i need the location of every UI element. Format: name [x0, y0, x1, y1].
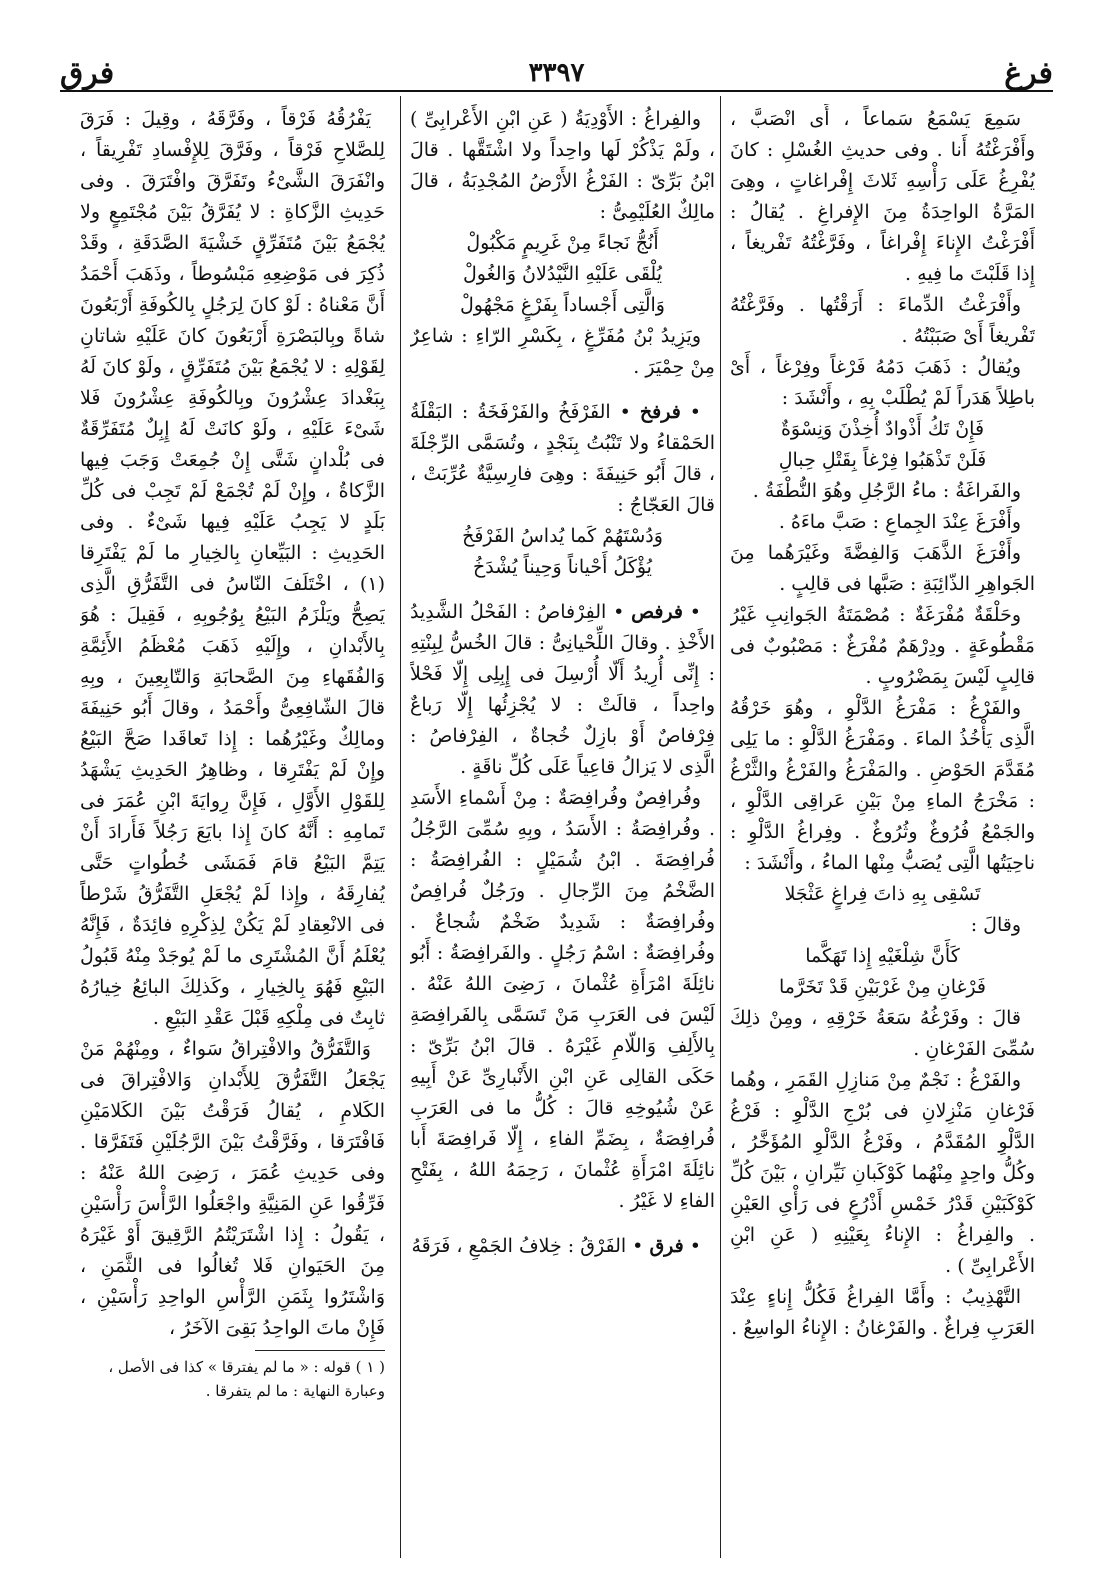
- entry-paragraph: • فرق • الفَرْقُ : خِلافُ الجَمْعِ ، فَرَقَهُ: [411, 1235, 701, 1257]
- entry-text: الفَرْفَخُ والفَرْفَخَةُ : البَقْلَةُ الحَمْقاءُ ولا تَنْبُتُ بِنَجْدٍ ، وتُسَمَّى الرِّجْلَةَ ، قالَ أَبُو حَنِيفَةَ : وهِىَ فارِسِيَّةٌ عُرِّبَتْ ، قالَ العَجّاجُ :: [410, 401, 715, 516]
- entry-text: الفَرْقُ : خِلافُ الجَمْعِ ، فَرَقَهُ: [411, 1235, 627, 1257]
- paragraph: والفَرْغُ : نَجْمٌ مِنْ مَنازِلِ القَمَرِ ، وهُما فَرْغانِ مَنْزِلانِ فى بُرْجِ الدَّلْوِ : فَرْغُ الدَّلْوِ المُقَدَّمُ ، وفَرْغُ الدَّلْوِ المُؤَخَّرُ ، وكُلُّ واحِدٍ مِنْهُما كَوْكَبانِ نَيِّرانِ ، بَيْنَ كُلِّ كَوْكَبَيْنِ قَدْرُ خَمْسِ أَذْرُعٍ فى رَأْىِ العَيْنِ . والفِراغُ : الإِناءُ بِعَيْنِهِ ( عَنِ ابْنِ الأَعْرابِىِّ ) .: [730, 1069, 1035, 1277]
- verse-line: وَدُسْتَهُمْ كَما يُداسُ الفَرْفَخُ: [462, 525, 663, 547]
- column-divider: [400, 96, 401, 1558]
- entry-text: الفِرْفاصُ : الفَحْلُ الشَّدِيدُ الأَخْذِ . وقالَ اللِّحْيانِىُّ : قالَ الخُسُّ لِبِنْتِهِ : إِنِّى أُرِيدُ أَلّا أُرْسِلَ فى إِبِلِى إِلّا فَحْلاً واحِداً ، قالَتْ : لا يُجْزِئُها إِلّا رَباعٌ فِرْفاصٌ أَوْ بازِلٌ خُجاةٌ ، الفِرْفاصُ : الَّذِى لا يَزالُ قاعِياً عَلَى كُلِّ ناقَةٍ .: [410, 601, 715, 778]
- column-right: [730, 104, 1035, 1554]
- paragraph: سَمِعَ يَسْمَعُ سَماعاً ، أَى انْصَبَّ ، وأَفْرَغْتُهُ أَنا . وفى حديثِ الغُسْلِ : كانَ يُفْرِغُ عَلَى رَأْسِهِ ثَلاثَ إِفْراغاتٍ ، وهِىَ المَرَّةُ الواحِدَةُ مِنَ الإِفراغِ . يُقالُ : أَفْرَغْتُ الإِناءَ إِفْراغاً ، وفَرَّغْتُهُ تَفْريغاً ، إِذا قَلَبْتَ ما فِيهِ .: [730, 108, 1035, 285]
- entry-headword: فرفص: [631, 601, 683, 623]
- paragraph: وَالتَّفَرُّقُ والافْتِراقُ سَواءٌ ، ومِنْهُمْ مَنْ يَجْعَلُ التَّفَرُّقَ لِلأَبْدانِ وَالافْتِراقَ فى الكَلامِ ، يُقالُ فَرَقْتُ بَيْنَ الكَلامَيْنِ فَافْتَرَقا ، وفَرَّقْتُ بَيْنَ الرَّجُلَيْنِ فَتَفَرَّقا . وفى حَدِيثِ عُمَرَ ، رَضِىَ اللهُ عَنْهُ : فَرِّقُوا عَنِ المَنِيَّةِ واجْعَلُوا الرَّأْسَ رَأْسَيْنِ ، يَقُولُ : إِذا اشْتَرَيْتُمُ الرَّقِيقَ أَوْ غَيْرَهُ مِنَ الحَيَوانِ فَلا تُغالُوا فى الثَّمَنِ ، وَاشْتَرُوا بِثَمَنِ الرَّأْسِ الواحِدِ رَأْسَيْنِ ، فَإِنْ ماتَ الواحِدُ بَقِىَ الآخَرُ ،: [80, 1038, 385, 1339]
- paragraph: قالَ : وفَرْغُهُ سَعَةُ خَرْقِهِ ، ومِنْ ذلِكَ سُمِّىَ الفَرْغانِ .: [730, 1007, 1035, 1060]
- footnote: [80, 1355, 385, 1403]
- footnote-line: وعبارة النهاية : ما لم يتفرقا .: [205, 1382, 385, 1400]
- verse-line: فَرْغانِ مِنْ غَرْبَيْنِ قَدْ تَخَرَّما: [778, 976, 986, 998]
- footnote-line: ( ١ ) قوله : « ما لم يفترقا » كذا فى الأصل ،: [108, 1358, 385, 1376]
- entry-headword: فرق: [649, 1235, 684, 1257]
- entry-paragraph: • فرفخ • الفَرْفَخُ والفَرْفَخَةُ : البَقْلَةُ الحَمْقاءُ ولا تَنْبُتُ بِنَجْدٍ ، وتُسَمَّى الرِّجْلَةَ ، قالَ أَبُو حَنِيفَةَ : وهِىَ فارِسِيَّةٌ عُرِّبَتْ ، قالَ العَجّاجُ :: [410, 401, 715, 516]
- paragraph: وفُرافِصٌ وفُرافِصَةٌ : مِنْ أَسْماءِ الأَسَدِ . وفُرافِصَةُ : الأَسَدُ ، وبِهِ سُمِّىَ الرَّجُلُ فُرافِصَةَ . ابْنُ شُمَيْلٍ : الفُرافِصَةُ : الضَّخْمُ مِنَ الرِّجالِ . ورَجُلٌ فُرافِصٌ وفُرافِصَةٌ : شَدِيدٌ ضَخْمٌ شُجاعٌ . وفُرافِصَةٌ : اسْمُ رَجُلٍ . والفَرافِصَةُ : أَبُو نائِلَةَ امْرَأَةِ عُثْمانَ ، رَضِىَ اللهُ عَنْهُ . لَيْسَ فى العَرَبِ مَنْ تَسَمَّى بِالفَرافِصَةِ بِالأَلِفِ وَاللّامِ غَيْرَهُ . قالَ ابْنُ بَرِّىّ : حَكَى القالِى عَنِ ابْنِ الأَنْبارِىِّ عَنْ أَبِيهِ عَنْ شُيُوخِهِ قالَ : كُلُّ ما فى العَرَبِ فُرافِصَةٌ ، بِضَمِّ الفاءِ ، إِلّا فَرافِصَةَ أَبا نائِلَةَ امْرَأَةِ عُثْمانَ ، رَحِمَهُ اللهُ ، بِفَتْحِ الفاءِ لا غَيْرُ .: [410, 787, 715, 1212]
- entry-headword: فرفخ: [639, 401, 681, 423]
- header-root-left: فرق: [60, 56, 115, 91]
- verse-line: يُؤْكَلُ أَحْياناً وَحِيناً يُشْدَخُ: [473, 556, 652, 578]
- verse-line: يُلْقَى عَلَيْهِ النَّيْدُلانُ وَالغُولْ: [462, 263, 663, 285]
- page-number: ٣٣٩٧: [528, 58, 585, 88]
- paragraph: يَفْرُقُهُ فَرْقاً ، وفَرَّقَهُ ، وقِيلَ : فَرَقَ لِلصَّلاحِ فَرْقاً ، وفَرَّقَ لِلإِفْسادِ تَفْرِيقاً ، وانْفَرَقَ الشَّىْءُ وتَفَرَّقَ وافْتَرَقَ . وفى حَدِيثِ الزَّكاةِ : لا يُفَرَّقُ بَيْنَ مُجْتَمِعٍ ولا يُجْمَعُ بَيْنَ مُتَفَرِّقٍ خَشْيَةَ الصَّدَقَةِ ، وقَدْ ذُكِرَ فى مَوْضِعِهِ مَبْسُوطاً ، وذَهَبَ أَحْمَدُ أَنَّ مَعْناهُ : لَوْ كانَ لِرَجُلٍ بِالكُوفَةِ أَرْبَعُونَ شاةً وبِالبَصْرَةِ أَرْبَعُونَ كانَ عَلَيْهِ شاتانِ لِقَوْلِهِ : لا يُجْمَعُ بَيْنَ مُتَفَرِّقٍ ، ولَوْ كانَ لَهُ بِبَغْدادَ عِشْرُونَ وبِالكُوفَةِ عِشْرُونَ فَلا شَىْءَ عَلَيْهِ ، ولَوْ كانَتْ لَهُ إِبِلٌ مُتَفَرِّقَةٌ فى بُلْدانٍ شَتَّى إِنْ جُمِعَتْ وَجَبَ فِيها الزَّكاةُ ، وإِنْ لَمْ تُجْمَعْ لَمْ تَجِبْ فى كُلِّ بَلَدٍ لا يَجِبُ عَلَيْهِ فِيها شَىْءٌ . وفى الحَدِيثِ : البَيِّعانِ بِالخِيارِ ما لَمْ يَفْتَرِقا (١) ، اخْتَلَفَ النّاسُ فى التَّفَرُّقِ الَّذِى يَصِحُّ ويَلْزَمُ البَيْعُ بِوُجُوبِهِ ، فَقِيلَ : هُوَ بِالأَبْدانِ ، وإِلَيْهِ ذَهَبَ مُعْظَمُ الأَئِمَّةِ وَالفُقَهاءِ مِنَ الصَّحابَةِ وَالتّابِعِينَ ، وبِهِ قالَ الشّافِعِىُّ وأَحْمَدُ ، وقالَ أَبُو حَنِيفَةَ ومالِكٌ وغَيْرُهُما : إِذا تَعاقَدا صَحَّ البَيْعُ وإِنْ لَمْ يَفْتَرِقا ، وظاهِرُ الحَدِيثِ يَشْهَدُ لِلقَوْلِ الأَوَّلِ ، فَإِنَّ رِوايَةَ ابْنِ عُمَرَ فى تَمامِهِ : أَنَّهُ كانَ إِذا بايَعَ رَجُلاً فَأَرادَ أَنْ يَتِمَّ البَيْعُ قامَ فَمَشَى خُطُواتٍ حَتَّى يُفارِقَهُ ، وإِذا لَمْ يُجْعَلِ التَّفَرُّقُ شَرْطاً فى الانْعِقادِ لَمْ يَكُنْ لِذِكْرِهِ فائِدَةٌ ، فَإِنَّهُ يُعْلَمُ أَنَّ المُشْتَرِى ما لَمْ يُوجَدْ مِنْهُ قَبُولُ البَيْعِ فَهُوَ بِالخِيارِ ، وكَذلِكَ البائِعُ خِيارُهُ ثابِتٌ فى مِلْكِهِ قَبْلَ عَقْدِ البَيْعِ .: [80, 108, 385, 1029]
- column-left: [80, 104, 385, 1554]
- verse-line: وَالَّتِى أَجْساداً بِفَرْغٍ مَجْهُولْ: [460, 294, 665, 316]
- verse-line: تَسْقِى بِهِ ذاتَ فِراغٍ عَثْجَلا: [784, 883, 981, 905]
- paragraph: ويَزِيدُ بْنُ مُفَرِّغٍ ، بِكَسْرِ الرّاءِ : شاعِرٌ مِنْ حِمْيَرَ .: [410, 325, 715, 378]
- footnote-divider: [255, 1350, 385, 1351]
- entry-paragraph: • فرفص • الفِرْفاصُ : الفَحْلُ الشَّدِيدُ الأَخْذِ . وقالَ اللِّحْيانِىُّ : قالَ الخُسُّ لِبِنْتِهِ : إِنِّى أُرِيدُ أَلّا أُرْسِلَ فى إِبِلِى إِلّا فَحْلاً واحِداً ، قالَتْ : لا يُجْزِئُها إِلّا رَباعٌ فِرْفاصٌ أَوْ بازِلٌ خُجاةٌ ، الفِرْفاصُ : الَّذِى لا يَزالُ قاعِياً عَلَى كُلِّ ناقَةٍ .: [410, 601, 715, 778]
- paragraph: وحَلْقَةٌ مُفْرَغَةٌ : مُصْمَتَةُ الجَوانِبِ غَيْرُ مَقْطُوعَةٍ . ودِرْهَمٌ مُفْرَغٌ : مَصْبُوبٌ فى قالِبٍ لَيْسَ بِمَضْرُوبٍ .: [730, 604, 1035, 688]
- paragraph: والفَرْغُ : مَفْرَغُ الدَّلْوِ ، وهُوَ خَرْقُهُ الَّذِى يَأْخُذُ الماءَ . ومَفْرَغُ الدَّلْوِ : ما يَلِى مُقَدَّمَ الحَوْضِ . والمَفْرَغُ والفَرْغُ والثَّرْغُ : مَخْرَجُ الماءِ مِنْ بَيْنِ عَراقِى الدَّلْوِ ، والجَمْعُ فُرُوغٌ وثُرُوغٌ . وفِراغُ الدَّلْوِ : ناحِيَتُها الَّتِى يُصَبُّ مِنْها الماءُ ، وأَنْشَدَ :: [730, 697, 1035, 874]
- paragraph: وأَفْرَغْتُ الدِّماءَ : أَرَقْتُها . وفَرَّغْتُهُ تَفْريغاً أَىْ صَبَبْتُهُ .: [730, 294, 1035, 347]
- verse-line: فَإِنْ تَكُ أَذْوادٌ أُخِذْنَ وَنِسْوَةٌ: [780, 418, 985, 440]
- verse-line: فَلَنْ تَذْهَبُوا فِرْغاً بِقَتْلِ حِبالِ: [778, 449, 987, 471]
- verse-line: أَنُجُّ نَجاءً مِنْ غَرِيمٍ مَكْبُولْ: [466, 232, 659, 254]
- page-header: [60, 50, 1053, 92]
- verse-line: كَأَنَّ شِلْغَيْهِ إِذا تَهَكَّما: [805, 945, 960, 967]
- paragraph: والفَراغَةُ : ماءُ الرَّجُلِ وهُوَ النُّطْفَةُ .: [752, 480, 1021, 502]
- paragraph: والفِراغُ : الأَوْدِيَةُ ( عَنِ ابْنِ الأَعْرابِىِّ ) ، ولَمْ يَذْكُرْ لَها واحِداً ولا اشْتَقَّها . قالَ ابْنُ بَرِّىّ : الفَرْغُ الأَرْضُ المُجْدِبَةُ ، قالَ مالِكٌ العُلَيْمِىُّ :: [410, 108, 715, 223]
- column-divider: [720, 96, 721, 1558]
- paragraph: وأَفْرَغَ عِنْدَ الجِماعِ : صَبَّ ماءَهُ .: [778, 511, 1021, 533]
- column-middle: [410, 104, 715, 1554]
- paragraph: وقالَ :: [970, 914, 1021, 936]
- header-root-right: فرغ: [1004, 56, 1053, 91]
- paragraph: ويُقالُ : ذَهَبَ دَمُهُ فَرْغاً وفِرْغاً ، أَىْ باطِلاً هَدَراً لَمْ يُطْلَبْ بِهِ ، وأَنْشَدَ :: [730, 356, 1035, 409]
- paragraph: التَّهْذِيبُ : وأَمَّا الفِراغُ فَكُلُّ إِناءٍ عِنْدَ العَرَبِ فِراغٌ . والفَرْغانُ : الإِناءُ الواسِعُ .: [730, 1286, 1035, 1339]
- paragraph: وأَفْرَغَ الذَّهَبَ وَالفِضَّةَ وغَيْرَهُما مِنَ الجَواهِرِ الذّائِبَةِ : صَبَّها فى قالِبٍ .: [730, 542, 1035, 595]
